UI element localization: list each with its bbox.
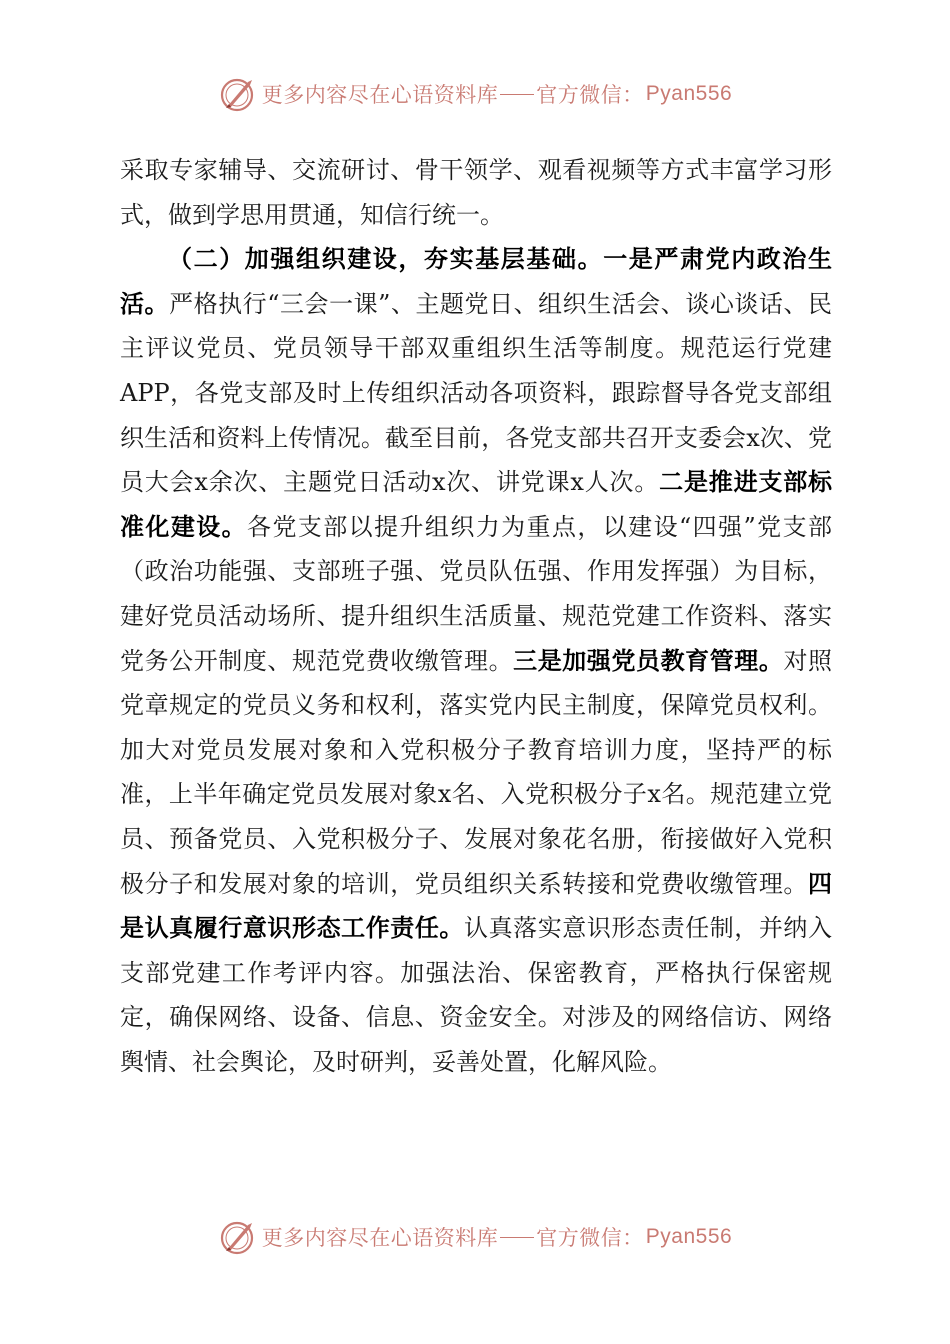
point-4-title: 四是认真履行意识形态工作责任。 (120, 868, 832, 943)
section-heading: （二）加强组织建设，夯实基层基础。 (168, 244, 604, 274)
watermark-wechat-label: 官方微信： (536, 1226, 644, 1250)
watermark-account: Pyan556 (645, 82, 733, 105)
watermark-brand-text: 更多内容尽在心语资料库 (261, 1226, 499, 1250)
header-watermark (0, 70, 950, 118)
point-3-text: 对照党章规定的党员义务和权利，落实党内民主制度，保障党员权利。加大对党员发展对象和入党积极分子教育培训力度，坚持严的标准，上半年确定党员发展对象x名、入党积极分子x名。规范建立党员、预备党员、入党积极分子、发展对象花名册，衔接做好入党积极分子和发展对象的培训，党员组织关系转接和党费收缴管理。 (120, 646, 833, 898)
watermark-dash (500, 1237, 534, 1238)
watermark-wechat-label: 官方微信： (536, 83, 644, 107)
point-1-text: 严格执行“三会一课”、主题党日、组织生活会、谈心谈话、民主评议党员、党员领导干部双重组织生活等制度。规范运行党建APP，各党支部及时上传组织活动各项资料，跟踪督导各党支部组织生活和资料上传情况。截至目前，各党支部共召开支委会x次、党员大会x余次、主题党日活动x次、讲党课x人次。 (120, 289, 833, 497)
paragraph-1 (120, 148, 832, 237)
point-1-title: 一是严肃党内政治生活。 (120, 244, 833, 318)
point-2-title: 二是推进支部标准化建设。 (120, 467, 832, 541)
watermark-brand-text: 更多内容尽在心语资料库 (261, 83, 499, 107)
document-body (120, 148, 832, 1084)
brush-logo-icon (218, 1217, 258, 1257)
watermark-dash (500, 94, 534, 95)
watermark-account: Pyan556 (645, 1225, 733, 1248)
point-2-text: 各党支部以提升组织力为重点，以建设“四强”党支部（政治功能强、支部班子强、党员队伍强、作用发挥强）为目标，建好党员活动场所、提升组织生活质量、规范党建工作资料、落实党务公开制度、规范党费收缴管理。 (120, 512, 832, 675)
paragraph-2 (120, 237, 832, 1084)
point-3-title: 三是加强党员教育管理。 (513, 645, 784, 675)
paragraph-1-text: 采取专家辅导、交流研讨、骨干领学、观看视频等方式丰富学习形式，做到学思用贯通，知信行统一。 (120, 156, 832, 229)
brush-logo-icon (218, 74, 258, 114)
footer-watermark (0, 1213, 950, 1261)
point-4-text: 认真落实意识形态责任制，并纳入支部党建工作考评内容。加强法治、保密教育，严格执行保密规定，确保网络、设备、信息、资金安全。对涉及的网络信访、网络舆情、社会舆论，及时研判，妥善处置，化解风险。 (120, 914, 832, 1076)
